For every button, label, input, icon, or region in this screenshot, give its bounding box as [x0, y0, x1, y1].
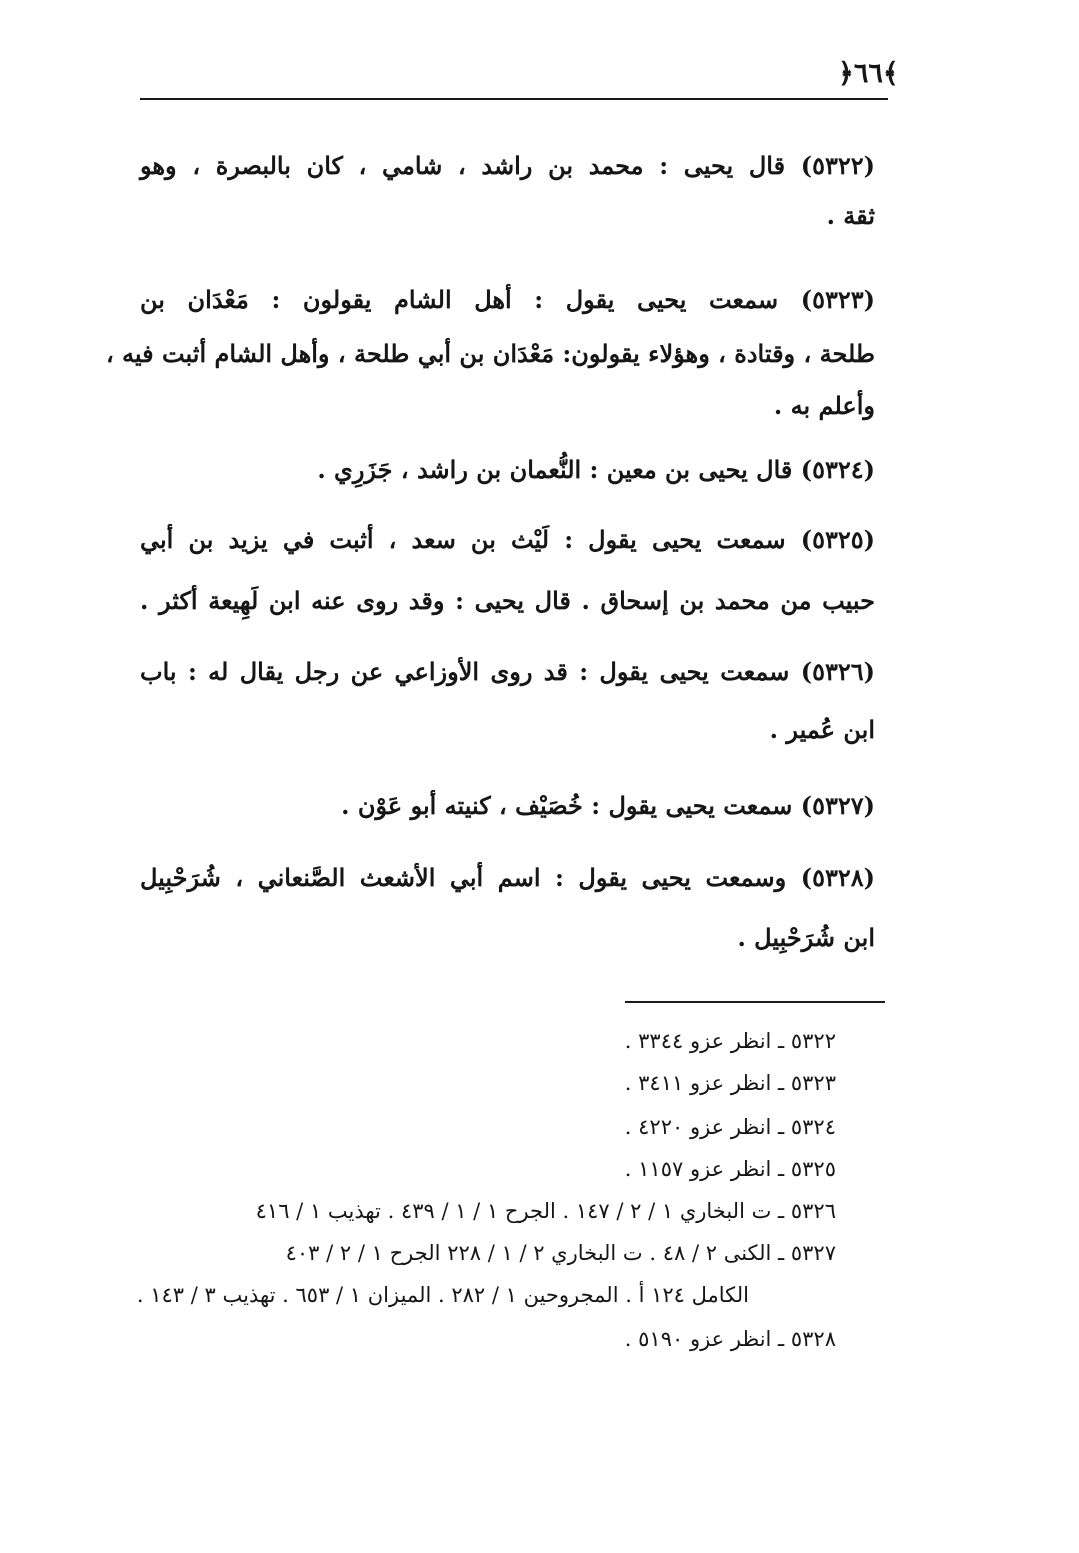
entry-5323-line-3: وأعلم به .: [773, 391, 875, 420]
page-number: ﴿٦٦﴾: [838, 58, 899, 89]
entry-5328-line-2: ابن شُرَحْبِيل .: [737, 923, 875, 952]
entry-5323-line-1: (٥٣٢٣) سمعت يحيى يقول : أهل الشام يقولون : مَعْدَان بن: [140, 285, 875, 314]
entry-5322-line-1: (٥٣٢٢) قال يحيى : محمد بن راشد ، شامي ، كان بالبصرة ، وهو: [140, 151, 875, 180]
entry-5324-line-1: (٥٣٢٤) قال يحيى بن معين : النُّعمان بن راشد ، جَزَرِي .: [317, 455, 875, 484]
footnote-5324: ٥٣٢٤ ـ انظر عزو ٤٢٢٠ .: [624, 1115, 836, 1139]
entry-5325-line-2: حبيب من محمد بن إسحاق . قال يحيى : وقد روى عنه ابن لَهِيعة أكثر .: [140, 586, 875, 615]
footnote-5323: ٥٣٢٣ ـ انظر عزو ٣٤١١ .: [624, 1071, 836, 1095]
header-rule: [140, 98, 888, 100]
entry-5326-line-2: ابن عُمير .: [769, 715, 875, 744]
footnote-5326: ٥٣٢٦ ـ ت البخاري ١ / ٢ / ١٤٧ . الجرح ١ / ١ / ٤٣٩ . تهذيب ١ / ٤١٦: [255, 1199, 836, 1223]
footnote-5327-line-2: الكامل ١٢٤ أ . المجروحين ١ / ٢٨٢ . الميزان ١ / ٦٥٣ . تهذيب ٣ / ١٤٣ .: [136, 1283, 749, 1307]
footnotes-rule: [625, 1001, 885, 1003]
footnote-5327-line-1: ٥٣٢٧ ـ الكنى ٢ / ٤٨ . ت البخاري ٢ / ١ / ٢٢٨ الجرح ١ / ٢ / ٤٠٣: [285, 1241, 836, 1265]
entry-5323-line-2: طلحة ، وقتادة ، وهؤلاء يقولون: مَعْدَان بن أبي طلحة ، وأهل الشام أثبت فيه ،: [105, 339, 875, 368]
entry-5325-line-1: (٥٣٢٥) سمعت يحيى يقول : لَيْث بن سعد ، أثبت في يزيد بن أبي: [140, 525, 875, 554]
entry-5327-line-1: (٥٣٢٧) سمعت يحيى يقول : خُصَيْف ، كنيته أبو عَوْن .: [341, 791, 875, 820]
entry-5322-line-2: ثقة .: [826, 201, 875, 230]
entry-5326-line-1: (٥٣٢٦) سمعت يحيى يقول : قد روى الأوزاعي عن رجل يقال له : باب: [140, 657, 875, 686]
footnote-5328: ٥٣٢٨ ـ انظر عزو ٥١٩٠ .: [624, 1327, 836, 1351]
footnote-5325: ٥٣٢٥ ـ انظر عزو ١١٥٧ .: [624, 1157, 836, 1181]
footnote-5322: ٥٣٢٢ ـ انظر عزو ٣٣٤٤ .: [624, 1029, 836, 1053]
entry-5328-line-1: (٥٣٢٨) وسمعت يحيى يقول : اسم أبي الأشعث الصَّنعاني ، شُرَحْبِيل: [140, 863, 875, 892]
